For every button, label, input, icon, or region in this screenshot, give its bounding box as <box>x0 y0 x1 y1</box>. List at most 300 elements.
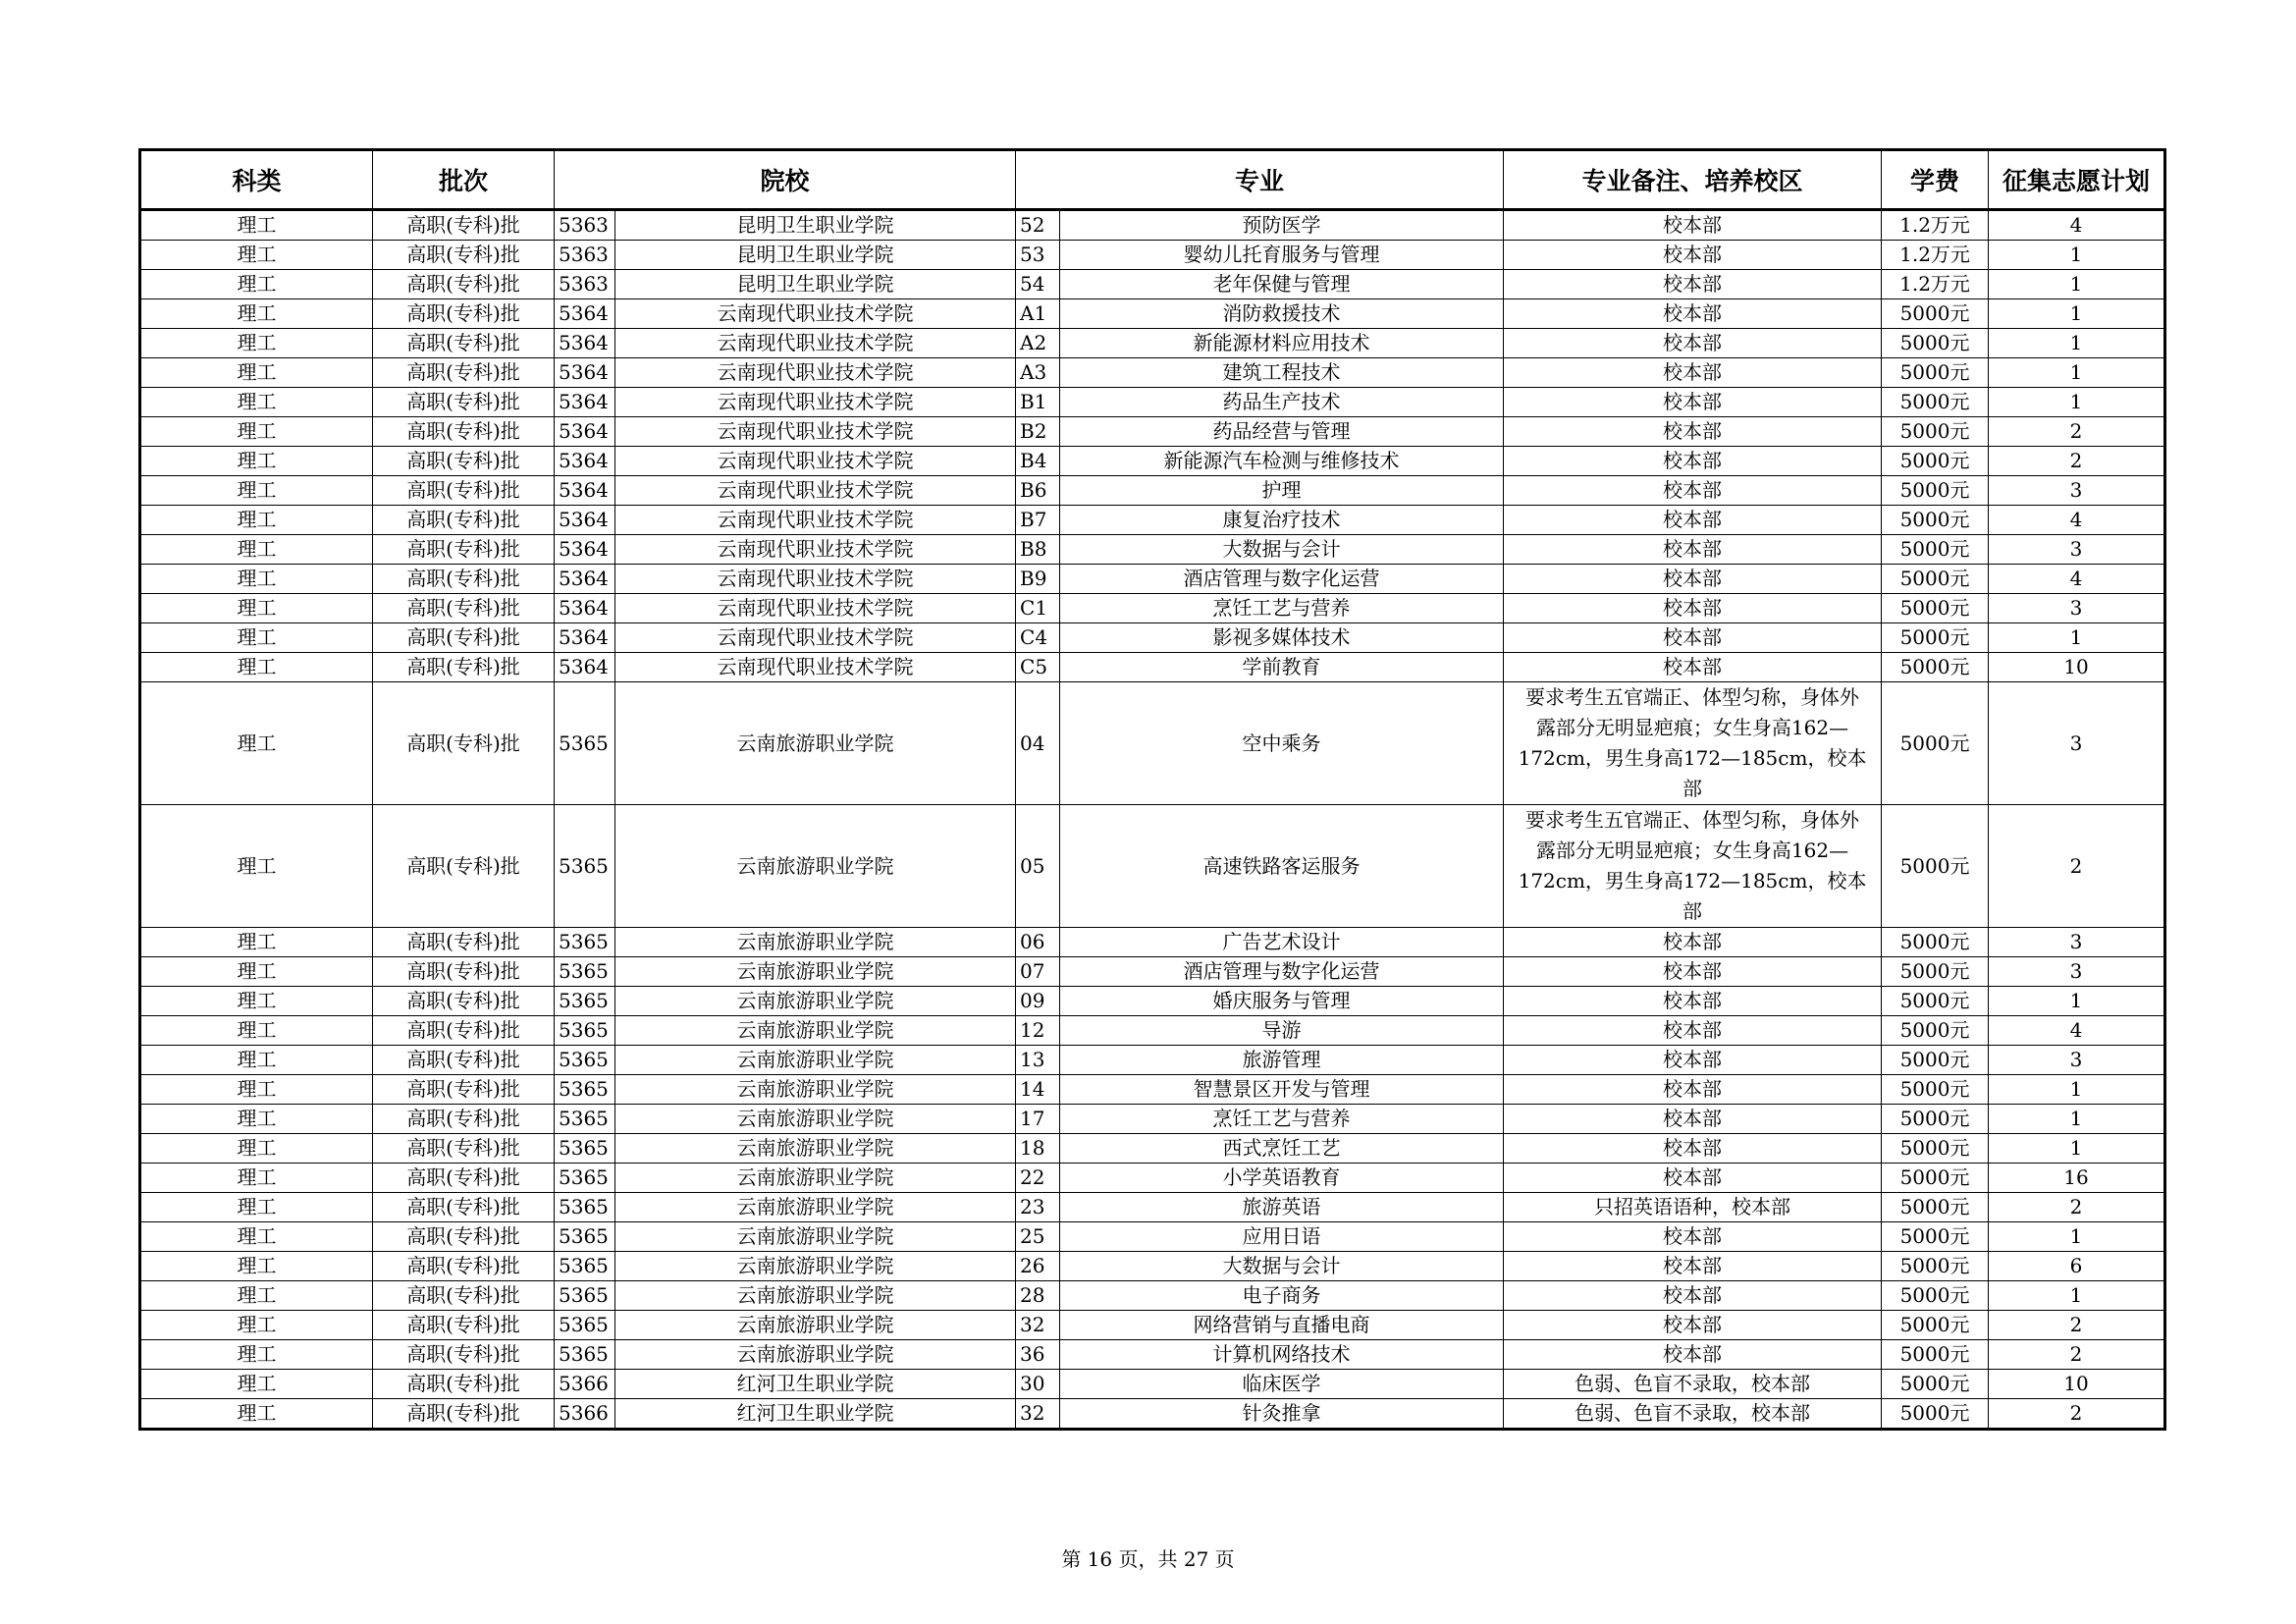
cell-school: 云南现代职业技术学院 <box>615 358 1016 388</box>
cell-fee: 5000元 <box>1882 623 1989 653</box>
cell-school: 云南现代职业技术学院 <box>615 388 1016 417</box>
cell-school-code: 5365 <box>555 1311 615 1340</box>
cell-note: 校本部 <box>1504 270 1882 299</box>
cell-plan: 1 <box>1989 987 2165 1016</box>
cell-fee: 5000元 <box>1882 653 1989 682</box>
cell-note: 校本部 <box>1504 623 1882 653</box>
cell-plan: 2 <box>1989 1340 2165 1370</box>
cell-plan: 2 <box>1989 1193 2165 1222</box>
cell-note: 校本部 <box>1504 565 1882 594</box>
cell-major-code: 52 <box>1016 210 1060 241</box>
cell-kelei: 理工 <box>140 1164 373 1193</box>
cell-kelei: 理工 <box>140 270 373 299</box>
cell-note: 校本部 <box>1504 594 1882 623</box>
cell-plan: 4 <box>1989 210 2165 241</box>
cell-major: 护理 <box>1060 476 1504 506</box>
cell-plan: 1 <box>1989 329 2165 358</box>
cell-plan: 6 <box>1989 1252 2165 1281</box>
cell-pici: 高职(专科)批 <box>373 987 555 1016</box>
cell-pici: 高职(专科)批 <box>373 417 555 447</box>
cell-kelei: 理工 <box>140 241 373 270</box>
cell-major-code: 36 <box>1016 1340 1060 1370</box>
cell-school-code: 5363 <box>555 270 615 299</box>
cell-fee: 5000元 <box>1882 506 1989 535</box>
cell-note: 校本部 <box>1504 1281 1882 1311</box>
cell-school: 昆明卫生职业学院 <box>615 241 1016 270</box>
cell-note: 校本部 <box>1504 417 1882 447</box>
cell-pici: 高职(专科)批 <box>373 329 555 358</box>
table-row <box>140 329 2165 358</box>
cell-major: 婴幼儿托育服务与管理 <box>1060 241 1504 270</box>
cell-school: 红河卫生职业学院 <box>615 1370 1016 1399</box>
cell-school-code: 5364 <box>555 594 615 623</box>
cell-note: 校本部 <box>1504 535 1882 565</box>
cell-fee: 5000元 <box>1882 1222 1989 1252</box>
cell-major-code: 32 <box>1016 1399 1060 1430</box>
cell-pici: 高职(专科)批 <box>373 535 555 565</box>
cell-major: 小学英语教育 <box>1060 1164 1504 1193</box>
cell-fee: 5000元 <box>1882 535 1989 565</box>
cell-major-code: 07 <box>1016 957 1060 987</box>
cell-plan: 2 <box>1989 1399 2165 1430</box>
cell-pici: 高职(专科)批 <box>373 957 555 987</box>
cell-major-code: B6 <box>1016 476 1060 506</box>
cell-plan: 1 <box>1989 1075 2165 1105</box>
cell-fee: 5000元 <box>1882 565 1989 594</box>
cell-kelei: 理工 <box>140 653 373 682</box>
cell-school: 云南旅游职业学院 <box>615 1193 1016 1222</box>
header-fee: 学费 <box>1882 150 1989 210</box>
cell-note: 校本部 <box>1504 1252 1882 1281</box>
cell-major: 计算机网络技术 <box>1060 1340 1504 1370</box>
cell-kelei: 理工 <box>140 1075 373 1105</box>
cell-fee: 5000元 <box>1882 987 1989 1016</box>
cell-major-code: B4 <box>1016 447 1060 476</box>
cell-kelei: 理工 <box>140 358 373 388</box>
cell-school: 云南旅游职业学院 <box>615 1222 1016 1252</box>
cell-kelei: 理工 <box>140 535 373 565</box>
cell-plan: 1 <box>1989 1222 2165 1252</box>
cell-pici: 高职(专科)批 <box>373 1222 555 1252</box>
cell-major-code: B1 <box>1016 388 1060 417</box>
cell-plan: 2 <box>1989 417 2165 447</box>
cell-kelei: 理工 <box>140 1016 373 1046</box>
cell-kelei: 理工 <box>140 506 373 535</box>
cell-kelei: 理工 <box>140 957 373 987</box>
cell-major: 临床医学 <box>1060 1370 1504 1399</box>
cell-pici: 高职(专科)批 <box>373 1164 555 1193</box>
cell-kelei: 理工 <box>140 1340 373 1370</box>
cell-school-code: 5365 <box>555 805 615 928</box>
cell-major: 药品经营与管理 <box>1060 417 1504 447</box>
cell-school: 云南旅游职业学院 <box>615 1281 1016 1311</box>
cell-major-code: 18 <box>1016 1134 1060 1164</box>
cell-pici: 高职(专科)批 <box>373 210 555 241</box>
cell-kelei: 理工 <box>140 1222 373 1252</box>
cell-plan: 1 <box>1989 388 2165 417</box>
cell-school-code: 5365 <box>555 928 615 957</box>
cell-kelei: 理工 <box>140 210 373 241</box>
cell-kelei: 理工 <box>140 594 373 623</box>
cell-school-code: 5365 <box>555 1222 615 1252</box>
table-row <box>140 506 2165 535</box>
cell-plan: 16 <box>1989 1164 2165 1193</box>
cell-pici: 高职(专科)批 <box>373 1193 555 1222</box>
table-row <box>140 1281 2165 1311</box>
cell-major: 烹饪工艺与营养 <box>1060 1105 1504 1134</box>
cell-major-code: 28 <box>1016 1281 1060 1311</box>
cell-major: 广告艺术设计 <box>1060 928 1504 957</box>
cell-school: 云南现代职业技术学院 <box>615 565 1016 594</box>
cell-kelei: 理工 <box>140 565 373 594</box>
cell-major-code: 04 <box>1016 682 1060 805</box>
cell-school-code: 5365 <box>555 1016 615 1046</box>
table-row <box>140 1340 2165 1370</box>
cell-kelei: 理工 <box>140 1134 373 1164</box>
cell-school-code: 5364 <box>555 329 615 358</box>
cell-plan: 3 <box>1989 476 2165 506</box>
cell-school-code: 5364 <box>555 358 615 388</box>
cell-kelei: 理工 <box>140 1281 373 1311</box>
table-row <box>140 299 2165 329</box>
cell-major: 婚庆服务与管理 <box>1060 987 1504 1016</box>
cell-fee: 1.2万元 <box>1882 210 1989 241</box>
cell-plan: 3 <box>1989 1046 2165 1075</box>
cell-major-code: 53 <box>1016 241 1060 270</box>
cell-kelei: 理工 <box>140 1311 373 1340</box>
table-row <box>140 682 2165 805</box>
cell-kelei: 理工 <box>140 987 373 1016</box>
cell-major-code: B8 <box>1016 535 1060 565</box>
cell-fee: 5000元 <box>1882 329 1989 358</box>
header-note: 专业备注、培养校区 <box>1504 150 1882 210</box>
cell-note: 校本部 <box>1504 1340 1882 1370</box>
cell-pici: 高职(专科)批 <box>373 270 555 299</box>
cell-plan: 4 <box>1989 565 2165 594</box>
cell-major-code: B9 <box>1016 565 1060 594</box>
cell-plan: 4 <box>1989 1016 2165 1046</box>
cell-major: 影视多媒体技术 <box>1060 623 1504 653</box>
cell-note: 校本部 <box>1504 1105 1882 1134</box>
cell-note: 要求考生五官端正、体型匀称，身体外露部分无明显疤痕；女生身高162—172cm，男生身高172—185cm，校本部 <box>1504 805 1882 928</box>
cell-note: 校本部 <box>1504 653 1882 682</box>
table-row <box>140 594 2165 623</box>
cell-major: 西式烹饪工艺 <box>1060 1134 1504 1164</box>
table-row <box>140 241 2165 270</box>
cell-pici: 高职(专科)批 <box>373 1016 555 1046</box>
cell-school: 云南现代职业技术学院 <box>615 329 1016 358</box>
cell-note: 校本部 <box>1504 1134 1882 1164</box>
cell-plan: 2 <box>1989 1311 2165 1340</box>
cell-fee: 5000元 <box>1882 1370 1989 1399</box>
table-row <box>140 623 2165 653</box>
header-major: 专业 <box>1016 150 1504 210</box>
cell-fee: 5000元 <box>1882 594 1989 623</box>
cell-fee: 5000元 <box>1882 299 1989 329</box>
cell-school-code: 5365 <box>555 682 615 805</box>
cell-note: 校本部 <box>1504 210 1882 241</box>
cell-note: 要求考生五官端正、体型匀称，身体外露部分无明显疤痕；女生身高162—172cm，男生身高172—185cm，校本部 <box>1504 682 1882 805</box>
cell-school: 云南旅游职业学院 <box>615 1311 1016 1340</box>
cell-plan: 1 <box>1989 270 2165 299</box>
cell-school-code: 5365 <box>555 1134 615 1164</box>
cell-school: 云南旅游职业学院 <box>615 1046 1016 1075</box>
table-row <box>140 417 2165 447</box>
cell-major-code: 26 <box>1016 1252 1060 1281</box>
table-row <box>140 1252 2165 1281</box>
cell-pici: 高职(专科)批 <box>373 1311 555 1340</box>
cell-plan: 1 <box>1989 241 2165 270</box>
cell-major: 酒店管理与数字化运营 <box>1060 957 1504 987</box>
table-row <box>140 1370 2165 1399</box>
cell-note: 校本部 <box>1504 476 1882 506</box>
table-row <box>140 805 2165 928</box>
cell-fee: 5000元 <box>1882 1252 1989 1281</box>
cell-major-code: 13 <box>1016 1046 1060 1075</box>
table-row <box>140 653 2165 682</box>
page-footer: 第 16 页，共 27 页 <box>1061 1547 1235 1571</box>
cell-school-code: 5365 <box>555 1105 615 1134</box>
cell-school: 云南旅游职业学院 <box>615 928 1016 957</box>
cell-school: 云南现代职业技术学院 <box>615 447 1016 476</box>
cell-school: 云南旅游职业学院 <box>615 1075 1016 1105</box>
cell-school: 云南旅游职业学院 <box>615 805 1016 928</box>
cell-note: 校本部 <box>1504 1016 1882 1046</box>
cell-major: 应用日语 <box>1060 1222 1504 1252</box>
cell-school: 云南现代职业技术学院 <box>615 594 1016 623</box>
cell-major: 消防救援技术 <box>1060 299 1504 329</box>
cell-fee: 5000元 <box>1882 358 1989 388</box>
cell-school-code: 5364 <box>555 299 615 329</box>
table-row <box>140 270 2165 299</box>
cell-fee: 5000元 <box>1882 1311 1989 1340</box>
cell-note: 只招英语语种，校本部 <box>1504 1193 1882 1222</box>
cell-kelei: 理工 <box>140 476 373 506</box>
cell-school: 云南旅游职业学院 <box>615 1340 1016 1370</box>
cell-pici: 高职(专科)批 <box>373 241 555 270</box>
cell-school-code: 5363 <box>555 210 615 241</box>
cell-pici: 高职(专科)批 <box>373 1252 555 1281</box>
cell-plan: 3 <box>1989 928 2165 957</box>
cell-major-code: 30 <box>1016 1370 1060 1399</box>
cell-major: 空中乘务 <box>1060 682 1504 805</box>
cell-note: 校本部 <box>1504 506 1882 535</box>
header-pici: 批次 <box>373 150 555 210</box>
cell-major-code: C1 <box>1016 594 1060 623</box>
cell-school: 云南现代职业技术学院 <box>615 417 1016 447</box>
cell-school-code: 5363 <box>555 241 615 270</box>
cell-school: 云南旅游职业学院 <box>615 1105 1016 1134</box>
cell-fee: 5000元 <box>1882 417 1989 447</box>
cell-plan: 1 <box>1989 1281 2165 1311</box>
header-school: 院校 <box>555 150 1016 210</box>
cell-kelei: 理工 <box>140 329 373 358</box>
cell-major-code: A3 <box>1016 358 1060 388</box>
cell-school-code: 5364 <box>555 535 615 565</box>
cell-fee: 5000元 <box>1882 957 1989 987</box>
cell-kelei: 理工 <box>140 1399 373 1430</box>
cell-school-code: 5365 <box>555 957 615 987</box>
cell-pici: 高职(专科)批 <box>373 1075 555 1105</box>
cell-pici: 高职(专科)批 <box>373 805 555 928</box>
cell-school-code: 5366 <box>555 1370 615 1399</box>
cell-note: 校本部 <box>1504 358 1882 388</box>
cell-pici: 高职(专科)批 <box>373 476 555 506</box>
cell-kelei: 理工 <box>140 1046 373 1075</box>
cell-major: 药品生产技术 <box>1060 388 1504 417</box>
cell-pici: 高职(专科)批 <box>373 447 555 476</box>
cell-note: 色弱、色盲不录取，校本部 <box>1504 1399 1882 1430</box>
cell-school-code: 5365 <box>555 1046 615 1075</box>
cell-plan: 4 <box>1989 506 2165 535</box>
cell-plan: 3 <box>1989 957 2165 987</box>
cell-pici: 高职(专科)批 <box>373 1134 555 1164</box>
table-header <box>140 150 2165 210</box>
cell-major: 高速铁路客运服务 <box>1060 805 1504 928</box>
table-row <box>140 1105 2165 1134</box>
table-row <box>140 1399 2165 1430</box>
table-row <box>140 1046 2165 1075</box>
cell-pici: 高职(专科)批 <box>373 1340 555 1370</box>
cell-major-code: C4 <box>1016 623 1060 653</box>
cell-major-code: B7 <box>1016 506 1060 535</box>
table-row <box>140 388 2165 417</box>
cell-school-code: 5364 <box>555 447 615 476</box>
cell-pici: 高职(专科)批 <box>373 1281 555 1311</box>
table-row <box>140 1193 2165 1222</box>
cell-major: 康复治疗技术 <box>1060 506 1504 535</box>
cell-pici: 高职(专科)批 <box>373 506 555 535</box>
cell-note: 校本部 <box>1504 329 1882 358</box>
cell-fee: 5000元 <box>1882 1075 1989 1105</box>
table-row <box>140 210 2165 241</box>
cell-fee: 1.2万元 <box>1882 270 1989 299</box>
table-body <box>140 210 2165 1430</box>
table-row <box>140 1075 2165 1105</box>
cell-kelei: 理工 <box>140 623 373 653</box>
cell-fee: 5000元 <box>1882 1340 1989 1370</box>
cell-school-code: 5365 <box>555 987 615 1016</box>
cell-school: 云南现代职业技术学院 <box>615 506 1016 535</box>
cell-school-code: 5364 <box>555 417 615 447</box>
cell-note: 校本部 <box>1504 928 1882 957</box>
cell-note: 色弱、色盲不录取，校本部 <box>1504 1370 1882 1399</box>
cell-major: 新能源汽车检测与维修技术 <box>1060 447 1504 476</box>
cell-pici: 高职(专科)批 <box>373 594 555 623</box>
cell-pici: 高职(专科)批 <box>373 358 555 388</box>
cell-plan: 1 <box>1989 1134 2165 1164</box>
cell-note: 校本部 <box>1504 1046 1882 1075</box>
cell-school: 昆明卫生职业学院 <box>615 270 1016 299</box>
cell-major-code: C5 <box>1016 653 1060 682</box>
cell-major: 大数据与会计 <box>1060 535 1504 565</box>
cell-note: 校本部 <box>1504 447 1882 476</box>
cell-major: 大数据与会计 <box>1060 1252 1504 1281</box>
cell-kelei: 理工 <box>140 682 373 805</box>
cell-plan: 1 <box>1989 1105 2165 1134</box>
cell-pici: 高职(专科)批 <box>373 1370 555 1399</box>
cell-pici: 高职(专科)批 <box>373 299 555 329</box>
table-row <box>140 1164 2165 1193</box>
cell-school-code: 5364 <box>555 653 615 682</box>
cell-school-code: 5364 <box>555 623 615 653</box>
cell-kelei: 理工 <box>140 1370 373 1399</box>
cell-school: 云南旅游职业学院 <box>615 1164 1016 1193</box>
cell-school-code: 5364 <box>555 388 615 417</box>
cell-kelei: 理工 <box>140 1193 373 1222</box>
cell-kelei: 理工 <box>140 447 373 476</box>
cell-school-code: 5366 <box>555 1399 615 1430</box>
cell-major-code: 09 <box>1016 987 1060 1016</box>
cell-major: 电子商务 <box>1060 1281 1504 1311</box>
cell-fee: 5000元 <box>1882 1134 1989 1164</box>
cell-school-code: 5365 <box>555 1281 615 1311</box>
cell-note: 校本部 <box>1504 388 1882 417</box>
cell-pici: 高职(专科)批 <box>373 928 555 957</box>
cell-note: 校本部 <box>1504 1075 1882 1105</box>
cell-school: 云南旅游职业学院 <box>615 1016 1016 1046</box>
cell-school-code: 5365 <box>555 1193 615 1222</box>
cell-major-code: B2 <box>1016 417 1060 447</box>
cell-note: 校本部 <box>1504 957 1882 987</box>
cell-major-code: 32 <box>1016 1311 1060 1340</box>
cell-fee: 5000元 <box>1882 1105 1989 1134</box>
cell-note: 校本部 <box>1504 1222 1882 1252</box>
cell-major: 烹饪工艺与营养 <box>1060 594 1504 623</box>
cell-fee: 5000元 <box>1882 447 1989 476</box>
cell-major-code: 14 <box>1016 1075 1060 1105</box>
cell-major: 旅游管理 <box>1060 1046 1504 1075</box>
table-row <box>140 1222 2165 1252</box>
cell-fee: 1.2万元 <box>1882 241 1989 270</box>
cell-major-code: 54 <box>1016 270 1060 299</box>
cell-fee: 5000元 <box>1882 682 1989 805</box>
cell-major-code: 23 <box>1016 1193 1060 1222</box>
table-row <box>140 447 2165 476</box>
cell-major-code: A1 <box>1016 299 1060 329</box>
cell-school-code: 5364 <box>555 476 615 506</box>
cell-school: 云南现代职业技术学院 <box>615 623 1016 653</box>
cell-school-code: 5365 <box>555 1252 615 1281</box>
cell-major-code: 22 <box>1016 1164 1060 1193</box>
cell-pici: 高职(专科)批 <box>373 1105 555 1134</box>
cell-major-code: 05 <box>1016 805 1060 928</box>
cell-pici: 高职(专科)批 <box>373 682 555 805</box>
cell-kelei: 理工 <box>140 299 373 329</box>
table-row <box>140 565 2165 594</box>
cell-kelei: 理工 <box>140 388 373 417</box>
cell-kelei: 理工 <box>140 1252 373 1281</box>
cell-fee: 5000元 <box>1882 805 1989 928</box>
header-kelei: 科类 <box>140 150 373 210</box>
cell-fee: 5000元 <box>1882 1281 1989 1311</box>
table-row <box>140 1016 2165 1046</box>
cell-school-code: 5365 <box>555 1164 615 1193</box>
cell-note: 校本部 <box>1504 987 1882 1016</box>
cell-school: 红河卫生职业学院 <box>615 1399 1016 1430</box>
cell-school-code: 5365 <box>555 1340 615 1370</box>
cell-plan: 1 <box>1989 299 2165 329</box>
cell-school-code: 5364 <box>555 506 615 535</box>
cell-fee: 5000元 <box>1882 1046 1989 1075</box>
cell-fee: 5000元 <box>1882 1193 1989 1222</box>
cell-major-code: A2 <box>1016 329 1060 358</box>
cell-school: 云南现代职业技术学院 <box>615 299 1016 329</box>
cell-major: 预防医学 <box>1060 210 1504 241</box>
cell-fee: 5000元 <box>1882 1016 1989 1046</box>
cell-kelei: 理工 <box>140 1105 373 1134</box>
table-row <box>140 476 2165 506</box>
